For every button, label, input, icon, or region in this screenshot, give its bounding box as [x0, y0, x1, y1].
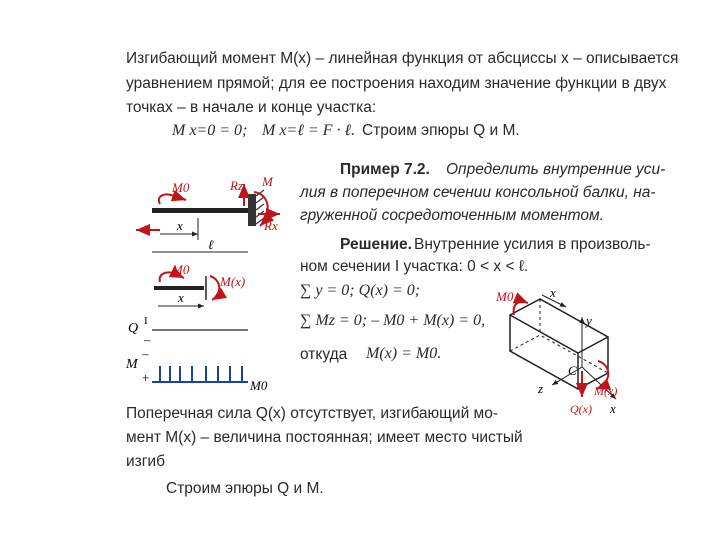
conclusion-line-3: изгиб — [126, 453, 165, 470]
dim-l-label: ℓ — [208, 237, 214, 252]
q-minus-sign: – — [144, 332, 151, 347]
solution-label: Решение. — [340, 236, 412, 253]
section-i-label: I — [144, 315, 148, 327]
m-minus-sign: – — [142, 346, 149, 361]
box-m0-arrow — [514, 302, 528, 315]
centroid-label: C — [568, 363, 577, 378]
box-qx-label: Q(x) — [570, 402, 592, 416]
formula-m-at-0: M x=0 = 0; — [172, 122, 248, 139]
solution-line-1: Внутренние усилия в произволь- — [414, 236, 651, 253]
equation-3: M(x) = M0. — [366, 345, 442, 362]
m-diagram-label: M — [126, 357, 138, 372]
conclusion-line-4: Строим эпюры Q и M. — [166, 480, 324, 497]
m-diagram-value: M0 — [250, 378, 268, 393]
m0-moment-arrow — [159, 194, 186, 204]
example-title-cont: Определить внутренние уси- — [446, 161, 666, 178]
cut-dim-x-label: x — [178, 290, 184, 305]
conclusion-line-2: мент M(x) – величина постоянная; имеет место чистый — [126, 429, 523, 446]
solution-line-2: ном сечении I участка: 0 < x < ℓ. — [300, 258, 529, 275]
box-mx-label: M(x) — [594, 384, 618, 398]
m0-label: M0 — [172, 180, 190, 195]
cantilever-beam — [152, 208, 248, 213]
q-diagram-label: Q — [128, 321, 139, 336]
plot-note: Строим эпюры Q и M. — [362, 122, 520, 139]
example-line-3: груженной сосредоточенным моментом. — [300, 207, 604, 224]
cut-mx-label: M(x) — [220, 274, 246, 289]
beam-figure — [120, 170, 300, 395]
rx-label: Rx — [264, 218, 278, 233]
example-line-2: лия в поперечном сечении консольной балки, на- — [300, 184, 656, 201]
section-box-figure — [490, 285, 630, 420]
equation-1: ∑ y = 0; Q(x) = 0; — [300, 282, 421, 299]
dim-x-label: x — [177, 218, 183, 233]
equation-2: ∑ Mz = 0; – M0 + M(x) = 0, — [300, 312, 486, 329]
equation-3-word: откуда — [300, 346, 348, 363]
z-label: z — [538, 381, 544, 396]
box-m0-label: M0 — [496, 289, 514, 304]
y-label: y — [586, 313, 592, 328]
reaction-m-label: M — [262, 174, 273, 189]
x-axis-label: x — [610, 401, 616, 416]
example-title: Пример 7.2. — [340, 161, 430, 178]
intro-line-3: точках – в начале и конце участка: — [126, 99, 377, 116]
fixed-support — [248, 194, 256, 226]
box-outline — [510, 299, 608, 389]
cut-m0-label: M0 — [172, 262, 190, 277]
intro-line-2: уравнением прямой; для ее построения находим значение функции в двух — [126, 75, 667, 92]
formula-m-at-l: M x=ℓ = F · ℓ. — [262, 122, 356, 139]
intro-line-1: Изгибающий момент M(x) – линейная функция от абсциссы x – описывается — [126, 50, 679, 67]
m-plus-sign: + — [142, 370, 150, 385]
m-diagram-hatch — [160, 366, 242, 382]
rz-label: Rz — [230, 178, 243, 193]
cut-mx-arrow — [210, 276, 219, 300]
conclusion-line-1: Поперечная сила Q(x) отсутствует, изгибающий мо- — [126, 405, 498, 422]
x-top-label: x — [550, 285, 556, 300]
